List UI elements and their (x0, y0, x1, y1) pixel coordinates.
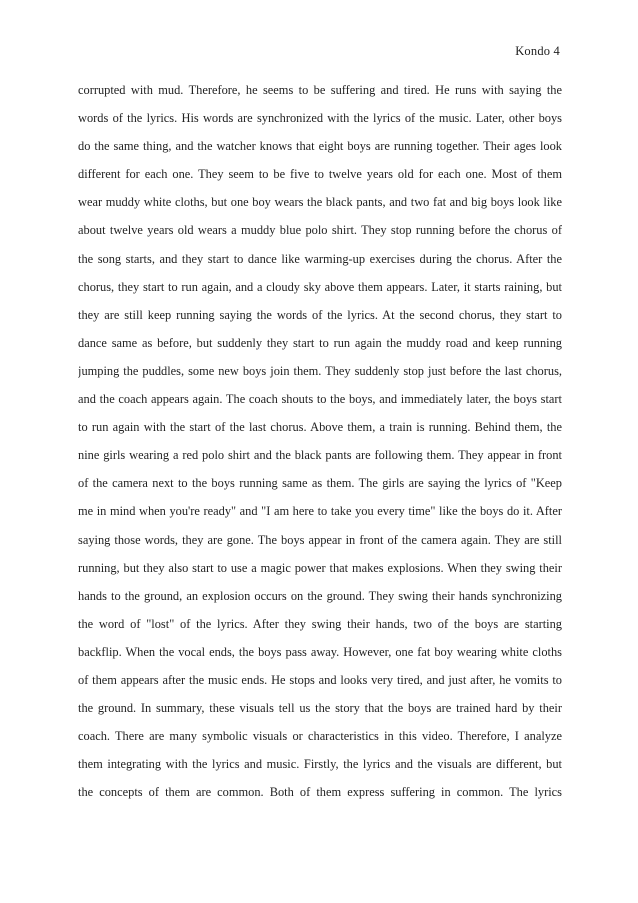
text-line: they are still keep running saying the words of the lyrics. At the second chorus, they start to (78, 307, 562, 322)
text-line: chorus, they start to run again, and a cloudy sky above them appears. Later, it starts raining, but (78, 279, 562, 294)
text-line: saying those words, they are gone. The boys appear in front of the camera again. They are still (78, 532, 562, 547)
text-line: nine girls wearing a red polo shirt and the black pants are following them. They appear in front (78, 448, 562, 463)
body-paragraph (78, 82, 562, 812)
text-line: wear muddy white cloths, but one boy wears the black pants, and two fat and big boys look like (78, 195, 562, 210)
text-line: the concepts of them are common. Both of them express suffering in common. The lyrics (78, 785, 562, 800)
text-line: me in mind when you're ready" and "I am here to take you every time" like the boys do it. After (78, 504, 562, 519)
text-line: of the camera next to the boys running same as them. The girls are saying the lyrics of "Keep (78, 476, 562, 491)
text-line: backflip. When the vocal ends, the boys pass away. However, one fat boy wearing white cloths (78, 644, 562, 659)
text-line: running, but they also start to use a magic power that makes explosions. When they swing their (78, 560, 562, 575)
text-line: do the same thing, and the watcher knows that eight boys are running together. Their ages look (78, 139, 562, 154)
running-head: Kondo 4 (515, 44, 560, 58)
text-line: them integrating with the lyrics and music. Firstly, the lyrics and the visuals are different, but (78, 757, 562, 772)
text-line: different for each one. They seem to be five to twelve years old for each one. Most of them (78, 167, 562, 182)
text-line: the word of "lost" of the lyrics. After they swing their hands, two of the boys are starting (78, 616, 562, 631)
text-line: and the coach appears again. The coach shouts to the boys, and immediately later, the boys start (78, 392, 562, 407)
text-line: jumping the puddles, some new boys join them. They suddenly stop just before the last chorus, (78, 363, 562, 378)
text-line: hands to the ground, an explosion occurs on the ground. They swing their hands synchronizing (78, 588, 562, 603)
text-line: coach. There are many symbolic visuals or characteristics in this video. Therefore, I analyze (78, 729, 562, 744)
text-line: of them appears after the music ends. He stops and looks very tired, and just after, he vomits to (78, 672, 562, 687)
text-line: dance same as before, but suddenly they start to run again the muddy road and keep running (78, 335, 562, 350)
text-line: corrupted with mud. Therefore, he seems to be suffering and tired. He runs with saying the (78, 83, 562, 97)
text-line: words of the lyrics. His words are synchronized with the lyrics of the music. Later, other boys (78, 111, 562, 126)
text-line: about twelve years old wears a muddy blue polo shirt. They stop running before the chorus of (78, 223, 562, 238)
text-line: the song starts, and they start to dance like warming-up exercises during the chorus. After the (78, 251, 562, 266)
text-line: to run again with the start of the last chorus. Above them, a train is running. Behind them, the (78, 420, 562, 435)
text-line: the ground. In summary, these visuals tell us the story that the boys are trained hard by their (78, 701, 562, 716)
